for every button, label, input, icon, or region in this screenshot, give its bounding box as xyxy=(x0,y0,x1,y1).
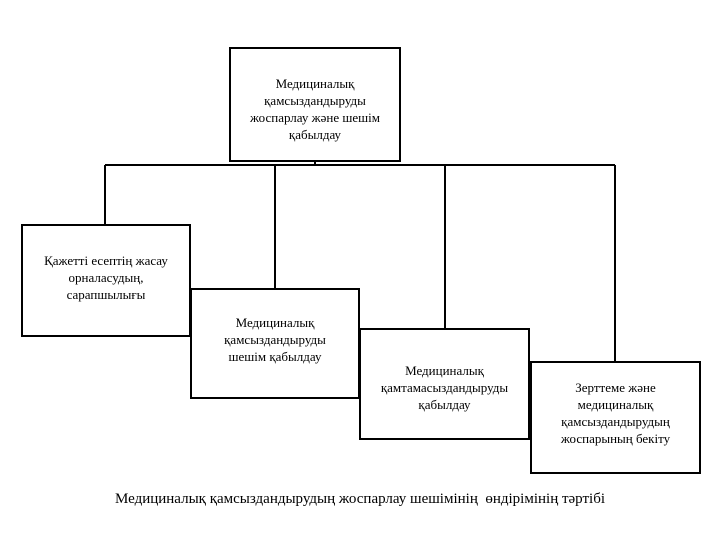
child-box-2-text: Медициналық қамсыздандыруды шешім қабылдау xyxy=(224,315,326,364)
child-box-1-text: Қажетті есептің жасау орналасудың, сарапшылығы xyxy=(44,253,168,302)
diagram-caption: Медициналық қамсыздандырудың жоспарлау шешімінің өндірімінің тәртібі xyxy=(114,491,606,507)
child-box-4-text: Зерттеме және медициналық қамсыздандырудың жоспарының бекіту xyxy=(560,380,671,446)
child-box-1 xyxy=(21,224,191,337)
child-box-3-text: Медициналық қамтамасыздандыруды қабылдау xyxy=(380,363,509,412)
root-box-text: Медициналық қамсыздандыруды жоспарлау және шешім қабылдау xyxy=(249,76,380,142)
child-box-4 xyxy=(530,361,701,474)
child-box-3 xyxy=(359,328,530,440)
child-box-2 xyxy=(190,288,360,399)
root-box xyxy=(229,47,401,162)
